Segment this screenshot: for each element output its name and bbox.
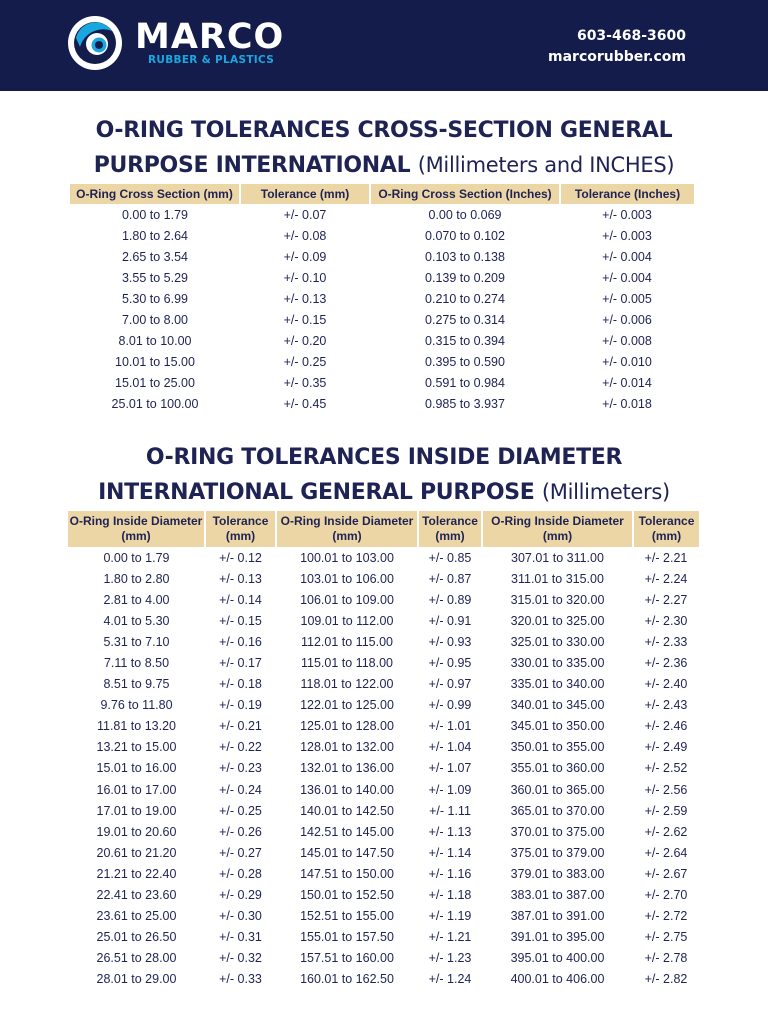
- section2-title-main: INTERNATIONAL GENERAL PURPOSE: [98, 480, 535, 505]
- table-row: [70, 246, 694, 267]
- table-cell: 330.01 to 335.00: [510, 656, 605, 671]
- table-cell: 375.01 to 379.00: [510, 845, 605, 860]
- table-cell: +/- 2.36: [644, 656, 688, 671]
- table-cell: +/- 0.004: [602, 270, 652, 285]
- table-cell: 17.01 to 19.00: [96, 803, 177, 818]
- table-cell: 383.01 to 387.00: [510, 888, 605, 903]
- table-cell: +/- 0.85: [428, 550, 472, 565]
- table-cell: 155.01 to 157.50: [300, 930, 394, 945]
- table-cell: 360.01 to 365.00: [510, 782, 605, 797]
- section2-title-suffix: (Millimeters): [541, 480, 670, 504]
- table-cell: 128.01 to 132.00: [300, 740, 394, 755]
- table-cell: +/- 2.59: [644, 803, 688, 818]
- table-cell: +/- 2.43: [644, 698, 688, 713]
- table-row: [68, 821, 699, 842]
- table-cell: 391.01 to 395.00: [510, 930, 605, 945]
- table-cell: +/- 2.27: [644, 592, 688, 607]
- table-cell: +/- 1.18: [428, 888, 472, 903]
- table-cell: 115.01 to 118.00: [301, 656, 393, 671]
- table-cell: +/- 0.93: [428, 634, 472, 649]
- table-row: [68, 589, 699, 610]
- table-cell: +/- 0.10: [283, 270, 327, 285]
- table-cell: +/- 1.11: [429, 803, 471, 818]
- table-cell: +/- 1.24: [428, 972, 472, 987]
- table-cell: 350.01 to 355.00: [510, 740, 605, 755]
- table-row: [68, 652, 699, 673]
- table-cell: +/- 2.70: [644, 888, 688, 903]
- column-header: O-Ring Inside Diameter (mm): [276, 511, 418, 547]
- table-cell: +/- 1.14: [428, 845, 472, 860]
- cross-section-tolerance-table: [70, 184, 694, 414]
- phone-number: 603-468-3600: [576, 28, 686, 44]
- table-cell: +/- 0.31: [219, 930, 262, 945]
- table-cell: +/- 0.09: [283, 249, 327, 264]
- table-cell: 109.01 to 112.00: [300, 613, 394, 628]
- table-cell: 15.01 to 16.00: [96, 761, 177, 776]
- table-cell: +/- 0.005: [602, 291, 652, 306]
- table-cell: 0.103 to 0.138: [425, 249, 505, 264]
- table-cell: +/- 0.15: [283, 312, 327, 327]
- table-cell: 142.51 to 145.00: [300, 824, 394, 839]
- table-cell: 0.395 to 0.590: [425, 354, 505, 369]
- table-cell: 8.51 to 9.75: [103, 677, 170, 692]
- table-cell: +/- 0.30: [219, 909, 262, 924]
- table-cell: 379.01 to 383.00: [510, 866, 605, 881]
- column-header: Tolerance (mm): [633, 511, 699, 547]
- table-cell: +/- 0.18: [219, 677, 262, 692]
- table-cell: 400.01 to 406.00: [510, 972, 605, 987]
- website-url: marcorubber.com: [548, 49, 686, 65]
- brand-subtitle: RUBBER & PLASTICS: [148, 54, 275, 66]
- page-header: [0, 0, 768, 91]
- table-row: [70, 330, 694, 351]
- inside-diameter-tolerance-table: [68, 511, 699, 990]
- column-header: Tolerance (mm): [418, 511, 482, 547]
- table-cell: 19.01 to 20.60: [96, 824, 177, 839]
- column-header: O-Ring Cross Section (Inches): [370, 184, 560, 204]
- table-cell: +/- 0.32: [219, 951, 262, 966]
- table-row: [70, 351, 694, 372]
- table-row: [68, 716, 699, 737]
- table-cell: 387.01 to 391.00: [510, 909, 605, 924]
- table-header-row: [70, 184, 694, 204]
- table-cell: 7.11 to 8.50: [103, 656, 170, 671]
- table-cell: 15.01 to 25.00: [115, 375, 195, 390]
- section2-title-line1: O-RING TOLERANCES INSIDE DIAMETER: [145, 445, 623, 470]
- table-row: [68, 547, 699, 568]
- marco-logo-icon: [66, 14, 124, 72]
- table-row: [68, 779, 699, 800]
- table-cell: +/- 0.14: [219, 592, 262, 607]
- table-cell: +/- 0.91: [428, 613, 472, 628]
- table-cell: 1.80 to 2.64: [121, 228, 189, 243]
- table-cell: +/- 0.21: [219, 719, 262, 734]
- table-row: [68, 737, 699, 758]
- table-cell: +/- 1.09: [428, 782, 472, 797]
- table-cell: +/- 0.27: [219, 845, 262, 860]
- table-cell: +/- 2.24: [644, 571, 688, 586]
- table-row: [70, 309, 694, 330]
- column-header: O-Ring Inside Diameter (mm): [482, 511, 633, 547]
- table-row: [68, 906, 699, 927]
- table-cell: 0.985 to 3.937: [425, 396, 505, 411]
- section1-title-main: PURPOSE INTERNATIONAL: [93, 153, 411, 178]
- column-header: Tolerance (mm): [240, 184, 370, 204]
- table-cell: 140.01 to 142.50: [300, 803, 394, 818]
- table-cell: 0.275 to 0.314: [425, 312, 505, 327]
- table-cell: 5.30 to 6.99: [121, 291, 189, 306]
- table-cell: 157.51 to 160.00: [300, 951, 394, 966]
- contact-info: [548, 26, 686, 68]
- table-cell: 13.21 to 15.00: [96, 740, 177, 755]
- table-cell: 311.01 to 315.00: [511, 571, 604, 586]
- table-cell: 152.51 to 155.00: [300, 909, 394, 924]
- brand-name: MARCO: [135, 17, 285, 57]
- table-cell: 11.81 to 13.20: [96, 719, 176, 734]
- table-row: [68, 631, 699, 652]
- table-cell: +/- 0.97: [428, 677, 472, 692]
- table-cell: +/- 0.23: [219, 761, 262, 776]
- table-cell: +/- 0.07: [283, 207, 327, 222]
- table-cell: +/- 2.33: [644, 634, 688, 649]
- table-cell: 136.01 to 140.00: [300, 782, 394, 797]
- table-cell: 365.01 to 370.00: [510, 803, 605, 818]
- table-cell: +/- 2.67: [644, 866, 688, 881]
- table-cell: 0.139 to 0.209: [425, 270, 505, 285]
- table-cell: +/- 2.46: [644, 719, 688, 734]
- table-cell: 160.01 to 162.50: [300, 972, 394, 987]
- table-cell: +/- 2.78: [644, 951, 688, 966]
- column-header: Tolerance (Inches): [560, 184, 694, 204]
- table-cell: 345.01 to 350.00: [510, 719, 605, 734]
- table-row: [68, 610, 699, 631]
- table-row: [70, 204, 694, 225]
- table-cell: +/- 0.33: [219, 972, 262, 987]
- table-cell: +/- 0.003: [602, 207, 652, 222]
- table-cell: 150.01 to 152.50: [300, 888, 394, 903]
- table-row: [68, 800, 699, 821]
- table-cell: 147.51 to 150.00: [300, 866, 394, 881]
- table-cell: 5.31 to 7.10: [103, 634, 170, 649]
- table-row: [68, 885, 699, 906]
- table-cell: +/- 1.01: [428, 719, 472, 734]
- table-cell: 320.01 to 325.00: [510, 613, 605, 628]
- column-header: Tolerance (mm): [205, 511, 276, 547]
- table-cell: 325.01 to 330.00: [510, 634, 605, 649]
- table-cell: +/- 2.62: [644, 824, 688, 839]
- table-row: [70, 267, 694, 288]
- table-cell: +/- 0.95: [428, 656, 472, 671]
- table-cell: 1.80 to 2.80: [103, 571, 170, 586]
- table-cell: +/- 2.40: [644, 677, 688, 692]
- table-cell: +/- 0.018: [602, 396, 652, 411]
- table-cell: 20.61 to 21.20: [96, 845, 177, 860]
- table-cell: 122.01 to 125.00: [300, 698, 394, 713]
- table-cell: 355.01 to 360.00: [510, 761, 605, 776]
- table-cell: +/- 1.23: [428, 951, 472, 966]
- table-row: [68, 969, 699, 990]
- table-cell: +/- 0.13: [219, 571, 262, 586]
- table-cell: 0.591 to 0.984: [425, 375, 505, 390]
- table-cell: 4.01 to 5.30: [103, 613, 170, 628]
- table-cell: 125.01 to 128.00: [300, 719, 394, 734]
- table-cell: +/- 0.16: [219, 634, 262, 649]
- table-cell: 8.01 to 10.00: [118, 333, 192, 348]
- table-cell: 16.01 to 17.00: [96, 782, 177, 797]
- table-cell: +/- 1.07: [428, 761, 472, 776]
- table-cell: +/- 1.04: [428, 740, 472, 755]
- table-row: [70, 225, 694, 246]
- table-cell: 25.01 to 26.50: [96, 930, 177, 945]
- table-cell: +/- 0.99: [428, 698, 472, 713]
- table-cell: 112.01 to 115.00: [301, 634, 393, 649]
- table-cell: +/- 1.13: [428, 824, 472, 839]
- table-cell: +/- 2.49: [644, 740, 688, 755]
- section2-title: [0, 440, 768, 510]
- table-cell: 118.01 to 122.00: [300, 677, 394, 692]
- table-cell: 145.01 to 147.50: [300, 845, 394, 860]
- table-row: [68, 927, 699, 948]
- table-cell: +/- 0.28: [219, 866, 262, 881]
- table-row: [68, 758, 699, 779]
- table-row: [70, 288, 694, 309]
- table-row: [70, 393, 694, 414]
- table-cell: +/- 0.15: [219, 613, 262, 628]
- table-cell: +/- 0.87: [428, 571, 472, 586]
- table-cell: +/- 0.014: [602, 375, 652, 390]
- section1-title-line2: [0, 148, 768, 183]
- table-cell: +/- 0.29: [219, 888, 262, 903]
- table-row: [68, 695, 699, 716]
- table-cell: +/- 0.12: [219, 550, 262, 565]
- table-row: [68, 842, 699, 863]
- table-cell: 132.01 to 136.00: [300, 761, 394, 776]
- table-cell: +/- 1.19: [428, 909, 472, 924]
- table-cell: +/- 2.82: [644, 972, 688, 987]
- table-cell: +/- 2.30: [644, 613, 688, 628]
- table-cell: 340.01 to 345.00: [510, 698, 605, 713]
- table-cell: +/- 0.20: [283, 333, 327, 348]
- table-cell: +/- 0.89: [428, 592, 472, 607]
- table-cell: +/- 0.25: [219, 803, 262, 818]
- table-cell: 315.01 to 320.00: [510, 592, 605, 607]
- table-cell: +/- 2.52: [644, 761, 688, 776]
- table-cell: +/- 0.010: [602, 354, 652, 369]
- table-cell: +/- 0.22: [219, 740, 262, 755]
- table-cell: +/- 2.75: [644, 930, 688, 945]
- table-cell: 2.81 to 4.00: [103, 592, 170, 607]
- section1-title: [0, 113, 768, 183]
- table-cell: 0.00 to 1.79: [121, 207, 189, 222]
- table-cell: +/- 2.64: [644, 845, 688, 860]
- section2-title-line2: [0, 475, 768, 510]
- section1-title-line1: O-RING TOLERANCES CROSS-SECTION GENERAL: [95, 118, 673, 143]
- table-cell: 2.65 to 3.54: [121, 249, 189, 264]
- table-cell: 100.01 to 103.00: [300, 550, 394, 565]
- table-cell: 103.01 to 106.00: [300, 571, 394, 586]
- table-cell: 307.01 to 311.00: [511, 550, 604, 565]
- table-cell: 395.01 to 400.00: [510, 951, 605, 966]
- table-cell: +/- 0.45: [283, 396, 327, 411]
- table-cell: 0.00 to 1.79: [103, 550, 170, 565]
- table-cell: 7.00 to 8.00: [121, 312, 189, 327]
- table-cell: +/- 0.13: [283, 291, 327, 306]
- table-cell: +/- 2.56: [644, 782, 688, 797]
- table-cell: 26.51 to 28.00: [96, 951, 177, 966]
- table-row: [70, 372, 694, 393]
- table-cell: 10.01 to 15.00: [115, 354, 195, 369]
- table-cell: +/- 0.17: [219, 656, 262, 671]
- table-cell: 0.210 to 0.274: [425, 291, 505, 306]
- table-cell: 28.01 to 29.00: [96, 972, 177, 987]
- section1-title-suffix: (Millimeters and INCHES): [417, 153, 675, 177]
- table-row: [68, 948, 699, 969]
- table-cell: 9.76 to 11.80: [100, 698, 173, 713]
- table-row: [68, 674, 699, 695]
- table-cell: +/- 0.08: [283, 228, 327, 243]
- table-cell: 0.00 to 0.069: [428, 207, 502, 222]
- table-cell: 106.01 to 109.00: [300, 592, 394, 607]
- column-header: O-Ring Inside Diameter (mm): [68, 511, 205, 547]
- table-cell: 21.21 to 22.40: [96, 866, 177, 881]
- table-cell: +/- 0.003: [602, 228, 652, 243]
- table-cell: +/- 0.26: [219, 824, 262, 839]
- table-cell: +/- 2.72: [644, 909, 688, 924]
- column-header: O-Ring Cross Section (mm): [70, 184, 240, 204]
- table-cell: 370.01 to 375.00: [510, 824, 605, 839]
- table-cell: +/- 0.25: [283, 354, 327, 369]
- table-row: [68, 568, 699, 589]
- table-cell: +/- 0.004: [602, 249, 652, 264]
- table-cell: 0.070 to 0.102: [425, 228, 505, 243]
- table-cell: 22.41 to 23.60: [96, 888, 177, 903]
- table-cell: 25.01 to 100.00: [111, 396, 199, 411]
- table-cell: +/- 1.16: [428, 866, 472, 881]
- table-cell: 3.55 to 5.29: [121, 270, 189, 285]
- table-row: [68, 863, 699, 884]
- table-cell: +/- 0.19: [219, 698, 262, 713]
- table-header-row: [68, 511, 699, 547]
- table-cell: +/- 2.21: [644, 550, 688, 565]
- table-cell: 23.61 to 25.00: [96, 909, 177, 924]
- table-cell: +/- 0.008: [602, 333, 652, 348]
- table-cell: 335.01 to 340.00: [510, 677, 605, 692]
- table-cell: +/- 1.21: [428, 930, 472, 945]
- table-cell: 0.315 to 0.394: [425, 333, 505, 348]
- table-cell: +/- 0.24: [219, 782, 262, 797]
- table-cell: +/- 0.006: [602, 312, 652, 327]
- table-cell: +/- 0.35: [283, 375, 327, 390]
